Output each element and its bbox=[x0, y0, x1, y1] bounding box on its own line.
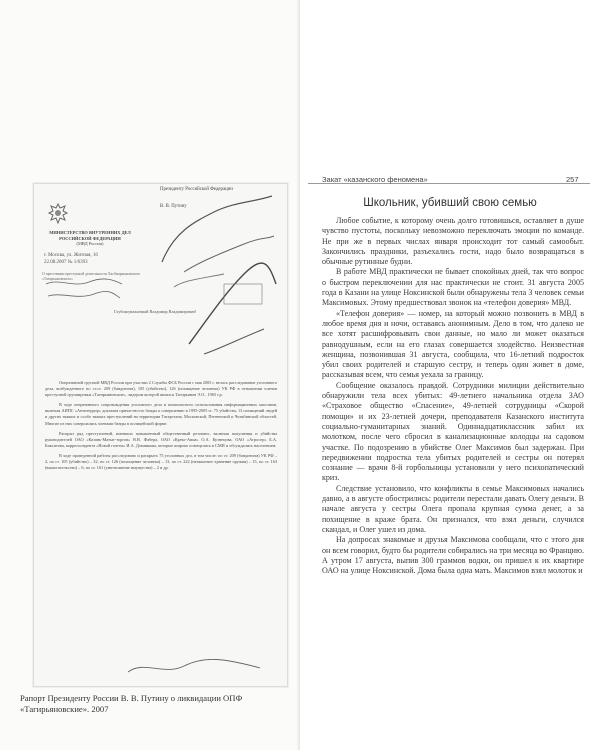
letter-salutation: Глубокоуважаемый Владимир Владимирович! bbox=[114, 309, 197, 314]
city-line: г. Москва, ул. Житная, 16 bbox=[44, 253, 98, 258]
coat-of-arms-icon bbox=[46, 202, 70, 226]
page-number: 257 bbox=[566, 175, 579, 184]
bottom-signature bbox=[124, 654, 264, 682]
running-head: Закат «казанского феномена» bbox=[322, 175, 428, 184]
body-paragraph: Сообщение оказалось правдой. Сотрудники милиции действительно обнаружили тела всех убитых: 49-летнего начальника отдела ЗАО «Страховое общество «Спасение», 49-летней сотрудницы «Скорой помощи» и их 23-летней дочери, преподавателя Казанского института социально-гуманитарных знаний. Одиннадцатиклассник забил их молотком, после чего сбросил в канализационные колодцы на садовом участке. По подозрению в убийстве Олег Максимов был задержан. При передвижении подростка тела убитых родителей и сестры он потерял сознание — врачи 8-й горбольницы установили у него психопатический криз. bbox=[322, 380, 584, 483]
body-paragraph: Следствие установило, что конфликты в семье Максимовых начались давно, а в августе обострились: родители перестали давать Олегу деньги. В начале августа у сестры Олега пропала крупная сумма денег, а за похищение в краже брата. Он признался, что взял деньги, случился скандал, и Олег ушел из дома. bbox=[322, 483, 584, 534]
ministry-name: МИНИСТЕРСТВО ВНУТРЕННИХ ДЕЛ РОССИЙСКОЙ ФЕДЕРАЦИИ bbox=[49, 230, 131, 241]
body-paragraph: «Телефон доверия» — номер, на который можно позвонить в МВД в любое время дня и ночи, оставаясь анонимным. Дело в том, что далеко не все хотят расшифровывать свои данные, но мало ли может оказаться равнодушным, если на его глазах совершается злодейство. Неизвестная женщина, позвонившая 31 августа, сообщила, что 16-летний подросток убил своих родителей и старшую сестру, и теперь один живет в доме, рассказывая всем, что семья уехала за границу. bbox=[322, 308, 584, 380]
figure-caption: Рапорт Президенту России В. В. Путину о ликвидации ОПФ «Тагирьяновские». 2007 bbox=[20, 693, 243, 714]
letter-paragraph: Раскрыт ряд преступлений, имевших повышенный общественный резонанс, включая покушения и убийства руководителей ОАО «Казань-Матыт-торгов» В.В. Фабера, ОАО «Крекс-Авиа» О.А. Кузнецова, ОАО «Агросер» Б.А. Бикситова, корреспондента «Новой газеты» И.А. Домникова, которые широко освещались в СМИ и обсуждались населением. bbox=[45, 430, 277, 448]
date-number: 22.08.2007 № 1/6393 bbox=[44, 260, 88, 265]
letter-date bbox=[44, 252, 144, 266]
letter-paragraph: В ходе оперативного сопровождения уголовного дела и комплексного использования информационных массивов, включая АИПС «Антитеррор» доказана причастность банды к совершению в 1995-2005 гг. 75 убийства, 13 похищений людей и других тяжких и особо тяжких преступлений на территории Татарстана, Московской, Пензенской и Челябинской областей. Многие из них совершались членами банды в полицейской форме. bbox=[45, 402, 277, 426]
letter-paragraph: В ходе проведенной работы расследовано и раскрыто 75 уголовных дел, в том числе: по ст. 209 (бандитизм) УК РФ – 2, по ст. 105 (убийство) – 32, по ст. 126 (похищение человека) – 13, по ст. 222 (незаконное хранение оружия) – 15, по ст. 163 (вымогательство) – 6, по ст. 161 (уничтожение имущества) – 2 и др. bbox=[45, 452, 277, 471]
ministry-short: (МВД России) bbox=[76, 241, 104, 247]
signature-stamps bbox=[184, 254, 279, 364]
ministry-header bbox=[42, 230, 138, 247]
body-paragraph: В работе МВД практически не бывает спокойных дней, так что вопрос о быстром переключении для нас практически не стоит. 31 августа 2005 года в Казани на улице Ноксинской были обнаружены тела 3 человек семьи Максимовых. Этому предшествовал звонок на «телефон доверия» МВД. bbox=[322, 267, 584, 308]
body-paragraph: Любое событие, к которому очень долго готовишься, оставляет в душе чувство пустоты, поскольку невозможно переключать эмоции по команде. Не при же в первых числах января происходит тот самый самообыт. Закончились праздники, разъехались гости, надо было возвращаться в обычные рутинные будни. bbox=[322, 216, 584, 267]
body-text bbox=[322, 216, 584, 576]
letter-paragraph: Оперативной группой МВД России при участии 2 Службы ФСБ России с мая 2005 г. велась расследование уголовного дела, возбужденного по ст.ст. 209 (бандитизм), 105 (убийство), 126 (похищение человека) УК РФ в отношении членов преступной группировки «Тагирьяновские», лидером которой являлся Тагирьянов Э.О., 1965 г.р. bbox=[45, 380, 277, 398]
letter-subject: О пресечении преступной деятельности Хасбиаржановского «Тагирьяновского» bbox=[42, 272, 141, 281]
body-paragraph: На допросах знакомые и друзья Максимова сообщали, что с этого дня он всем говорил, будто бы родители собирались на три месяца во Францию. А утром 17 августа, выпив 300 граммов водки, он пришел к их квартире ОАО на улице Ноксинской. Дома была одна мать. Максимов взял молоток и bbox=[322, 535, 584, 576]
handwriting-notes bbox=[44, 274, 124, 314]
right-page bbox=[300, 0, 600, 750]
chapter-title: Школьник, убивший свою семью bbox=[363, 197, 537, 209]
letter-body bbox=[45, 380, 277, 475]
scanned-letter bbox=[33, 183, 288, 687]
addressee-title: Президенту Российской Федерации bbox=[160, 187, 233, 192]
addressee-name: В. В. Путину bbox=[160, 204, 187, 209]
